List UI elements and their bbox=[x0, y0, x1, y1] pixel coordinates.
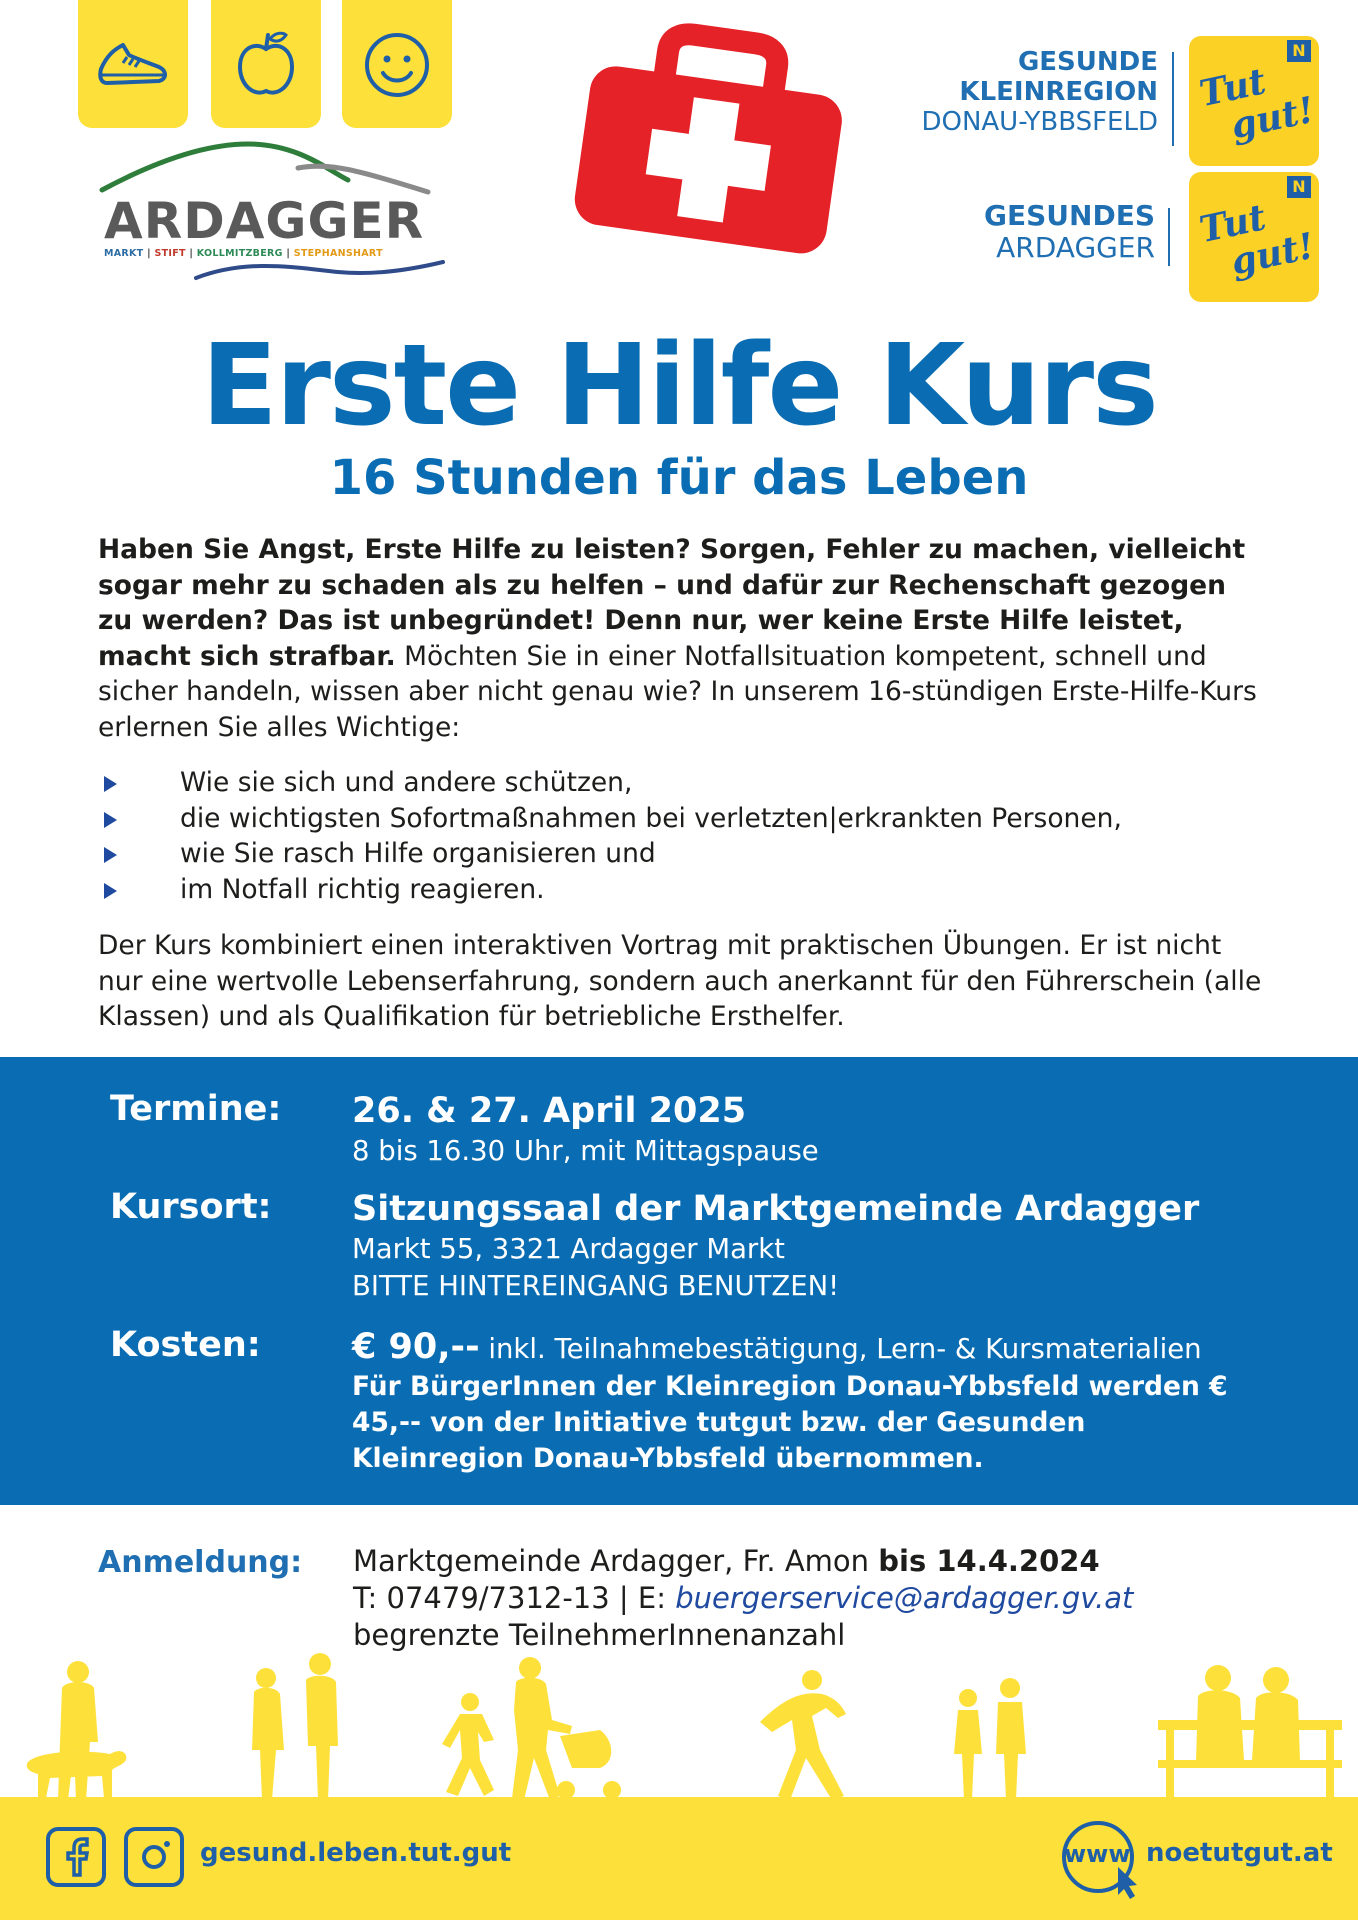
info-band bbox=[0, 1057, 1358, 1505]
email-link[interactable]: buergerservice@ardagger.gv.at bbox=[675, 1581, 1134, 1615]
www-badge: www bbox=[1064, 1840, 1131, 1868]
smiley-icon bbox=[357, 25, 437, 105]
kosten-price: € 90,-- bbox=[352, 1327, 480, 1367]
triangle-bullet-icon bbox=[104, 847, 117, 863]
brand-gesundes-ardagger: GESUNDES ARDAGGER bbox=[984, 199, 1155, 265]
running-shoe-icon bbox=[93, 25, 173, 105]
page-subtitle: 16 Stunden für das Leben bbox=[329, 450, 1029, 506]
people-silhouettes bbox=[0, 1650, 1358, 1800]
apple-tile bbox=[211, 0, 321, 128]
list-item: wie Sie rasch Hilfe organisieren und bbox=[98, 836, 1268, 872]
intro-paragraph bbox=[98, 532, 1268, 745]
list-item: im Notfall richtig reagieren. bbox=[98, 872, 1268, 908]
kursort-name: Sitzungssaal der Marktgemeinde Ardagger bbox=[352, 1189, 1200, 1229]
outro-paragraph: Der Kurs kombiniert einen interaktiven Vortrag mit praktischen Übungen. Er ist nicht nur eine wertvolle Lebenserfahrung, sondern auch anerkannt für den Führerschein (alle Klassen) und als Qualifikation für betriebliche Ersthelfer. bbox=[98, 930, 1262, 1032]
smiley-tile bbox=[342, 0, 452, 128]
kursort-note: BITTE HINTEREINGANG BENUTZEN! bbox=[352, 1270, 840, 1302]
intro-bold: Haben Sie Angst, Erste Hilfe zu leisten? Sorgen, Fehler zu machen, vielleicht sogar mehr zu schaden als zu helfen – und dafür zur Rechenschaft gezogen zu werden? Das ist unbegründet! Denn nur, wer keine Erste Hilfe leistet, macht sich strafbar. bbox=[98, 534, 1246, 672]
page-title: Erste Hilfe Kurs bbox=[201, 321, 1157, 451]
registration-deadline: bis 14.4.2024 bbox=[878, 1544, 1100, 1578]
apple-icon bbox=[226, 25, 306, 105]
brand-gesunde-kleinregion: GESUNDE KLEINREGION DONAU-YBBSFELD bbox=[921, 47, 1158, 137]
list-item: die wichtigsten Sofortmaßnahmen bei verletzten|erkrankten Personen, bbox=[98, 801, 1268, 837]
instagram-icon[interactable] bbox=[124, 1827, 184, 1887]
intro-normal: Möchten Sie in einer Notfallsituation kompetent, schnell und sicher handeln, wissen aber nicht genau wie? In unserem 16-stündigen Erste-Hilfe-Kurs erlernen Sie alles Wichtige: bbox=[98, 640, 1257, 743]
registration-details: Marktgemeinde Ardagger, Fr. Amon bis 14.4.2024 T: 07479/7312-13 | E: buergerservice@ardagger.gv.at begrenzte TeilnehmerInnenanzahl bbox=[353, 1544, 1134, 1652]
brand-separator-2 bbox=[1168, 208, 1170, 266]
social-handle[interactable]: gesund.leben.tut.gut bbox=[200, 1838, 512, 1868]
kosten-label: Kosten: bbox=[110, 1325, 261, 1365]
bullet-list bbox=[98, 765, 1268, 907]
ardagger-logo bbox=[98, 140, 448, 290]
kosten-incl: inkl. Teilnahmebestätigung, Lern- & Kursmaterialien bbox=[479, 1333, 1202, 1365]
termine-label: Termine: bbox=[110, 1089, 282, 1129]
registration-label: Anmeldung: bbox=[98, 1545, 303, 1580]
termine-date: 26. & 27. April 2025 bbox=[352, 1091, 747, 1131]
tutgut-logo-2: N Tut gut! bbox=[1189, 172, 1319, 302]
triangle-bullet-icon bbox=[104, 776, 117, 792]
kosten-note: Für BürgerInnen der Kleinregion Donau-Ybbsfeld werden € 45,-- von der Initiative tutgut bzw. der Gesunden Kleinregion Donau-Ybbsfeld übernommen. bbox=[352, 1371, 1228, 1474]
first-aid-kit-icon bbox=[565, 18, 855, 258]
website-link[interactable]: noetutgut.at bbox=[1146, 1838, 1333, 1868]
list-item: Wie sie sich und andere schützen, bbox=[98, 765, 1268, 801]
ardagger-logo-parts: MARKT | STIFT | KOLLMITZBERG | STEPHANSHART bbox=[104, 248, 383, 259]
brand-separator bbox=[1172, 52, 1174, 146]
kursort-address: Markt 55, 3321 Ardagger Markt bbox=[352, 1233, 785, 1265]
footer bbox=[0, 1797, 1358, 1920]
ardagger-logo-name: ARDAGGER bbox=[104, 192, 425, 250]
shoe-tile bbox=[78, 0, 188, 128]
facebook-icon[interactable] bbox=[46, 1827, 106, 1887]
tutgut-logo: N Tut gut! bbox=[1189, 36, 1319, 166]
triangle-bullet-icon bbox=[104, 812, 117, 828]
termine-time: 8 bis 16.30 Uhr, mit Mittagspause bbox=[352, 1135, 819, 1167]
kursort-label: Kursort: bbox=[110, 1187, 272, 1227]
triangle-bullet-icon bbox=[104, 883, 117, 899]
